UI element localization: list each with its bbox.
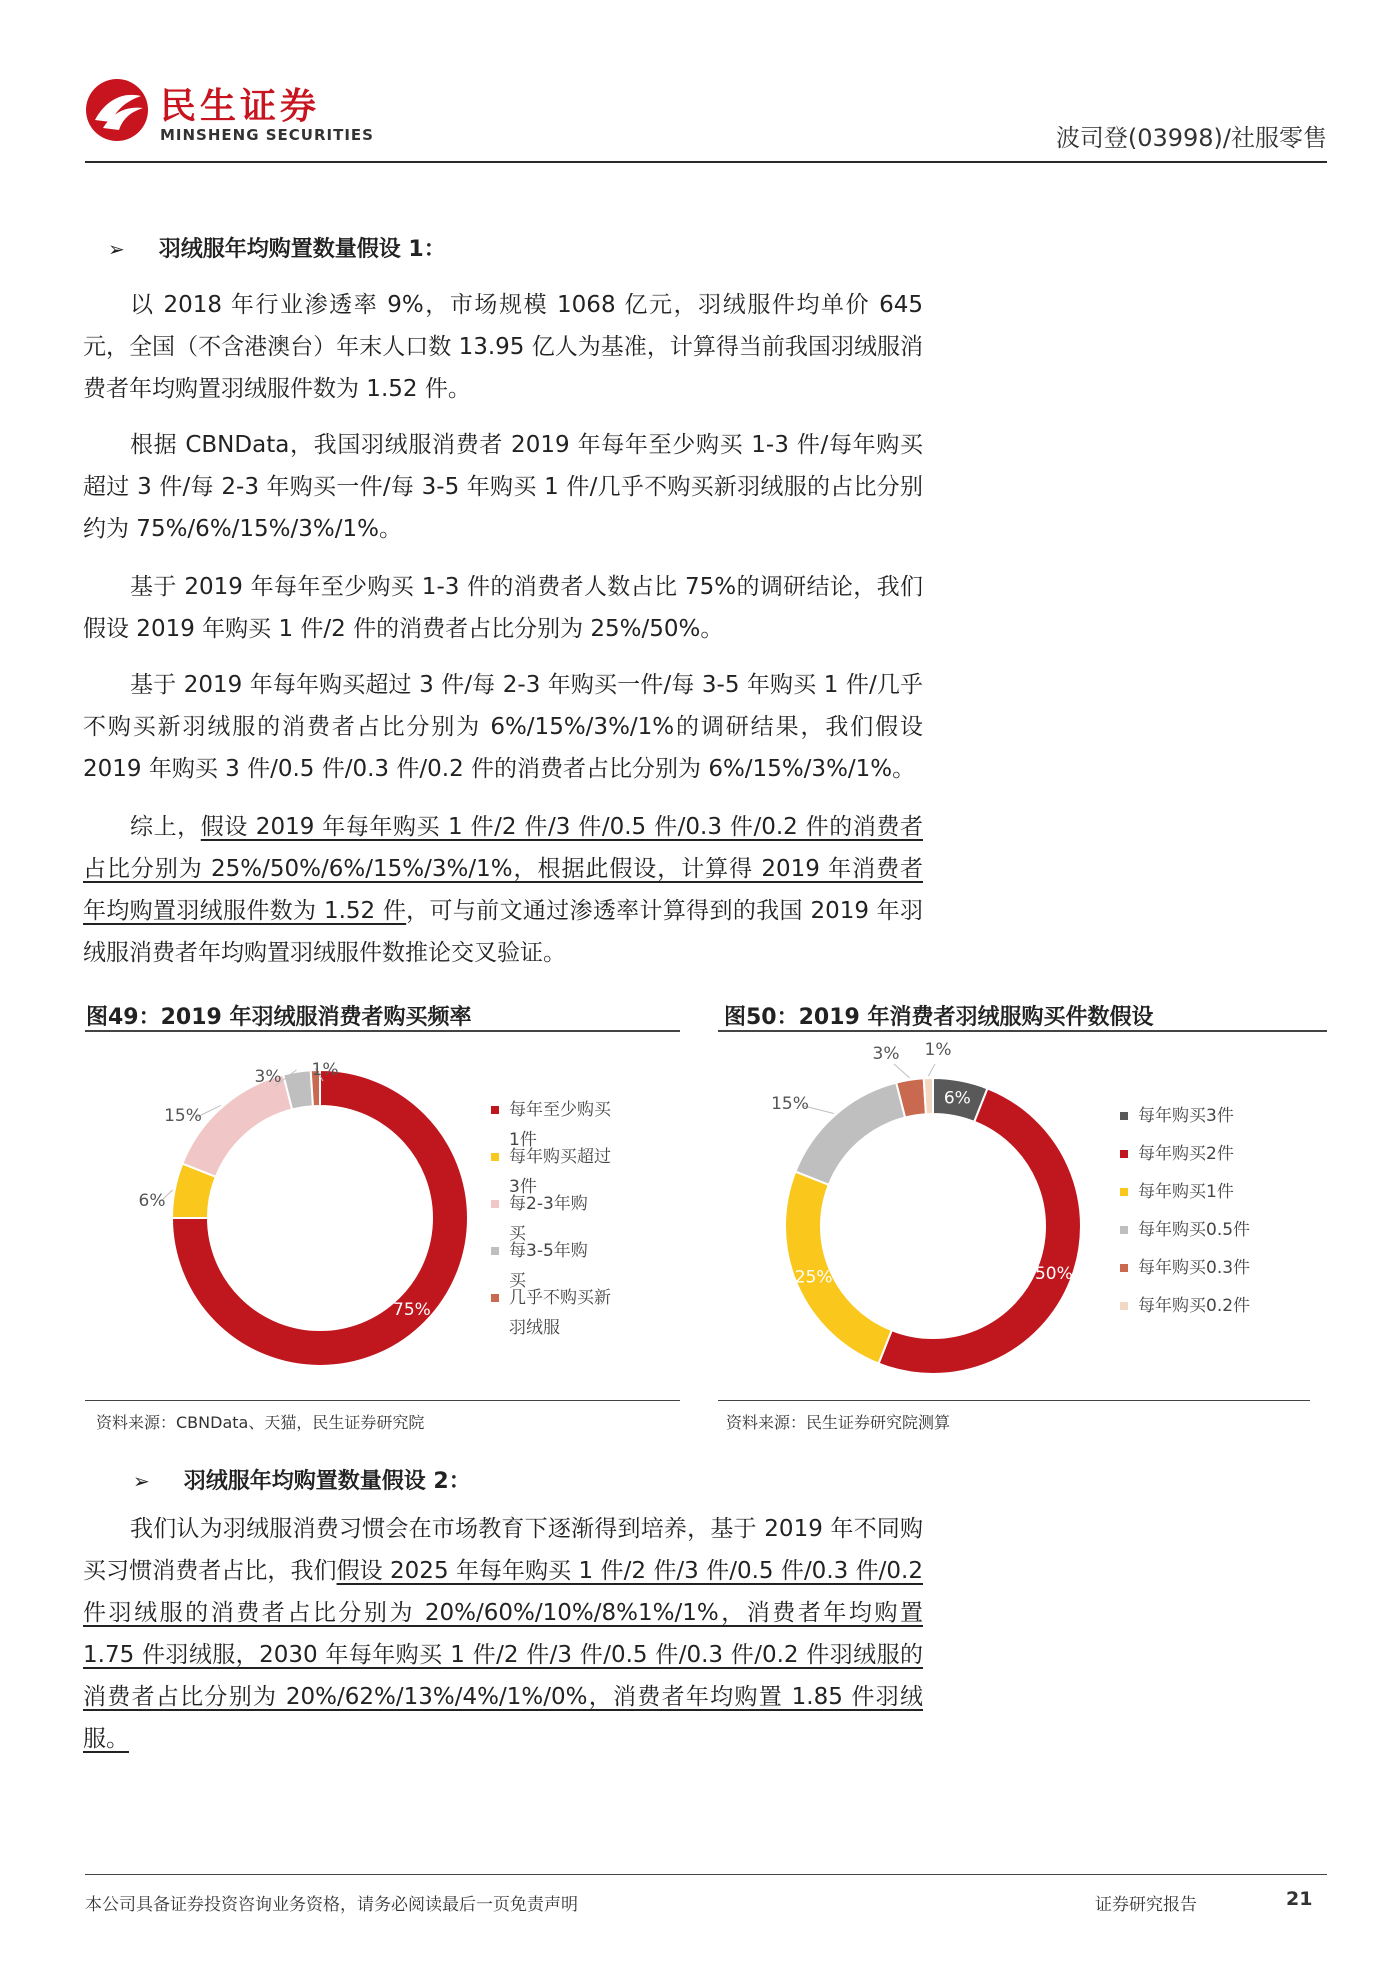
section-title-2: 羽绒服年均购置数量假设 2： xyxy=(183,1469,471,1494)
figure-50-top-rule xyxy=(718,1030,1327,1032)
legend-swatch xyxy=(491,1153,499,1161)
data-label: 50% xyxy=(1034,1263,1073,1284)
figure-49-title: 图49：2019 年羽绒服消费者购买频率 xyxy=(86,1005,472,1030)
legend-label: 每年至少购买 xyxy=(509,1100,611,1120)
data-label: 3% xyxy=(872,1044,900,1064)
legend-swatch xyxy=(1120,1150,1128,1158)
legend-swatch xyxy=(491,1106,499,1114)
paragraph-6-underlined: 假设 2025 年每年购买 1 件/2 件/3 件/0.5 件/0.3 件/0.2 件羽绒服的消费者占比分别为 20%/60%/10%/8%1%/1%，消费者年均购置 1.75 件羽绒服，2030 年每年购买 1 件/2 件/3 件/0.5 件/0.3 件/0.2 件羽绒服的消费者占比分别为 20%/62%/13%/4%/1%/0%，消费者年均购置 1.85 件羽绒服。 xyxy=(83,1558,924,1752)
section-heading-2 xyxy=(133,1464,471,1495)
data-label: 6% xyxy=(943,1088,971,1109)
bullet-arrow-icon: ➢ xyxy=(133,1469,150,1493)
legend-swatch xyxy=(1120,1188,1128,1196)
data-label: 75% xyxy=(393,1299,431,1320)
legend-label: 每年购买2件 xyxy=(1138,1144,1234,1164)
section-title-1: 羽绒服年均购置数量假设 1： xyxy=(158,237,446,262)
paragraph-4: 基于 2019 年每年购买超过 3 件/每 2-3 年购买一件/每 3-5 年购买 1 件/几乎不购买新羽绒服的消费者占比分别为 6%/15%/3%/1%的调研结果，我们假设 2019 年购买 3 件/0.5 件/0.3 件/0.2 件的消费者占比分别为 6%/15%/3%/1%。 xyxy=(83,672,923,782)
donut-slice xyxy=(924,1078,933,1114)
page-number: 21 xyxy=(1286,1888,1313,1910)
paragraph-2: 根据 CBNData，我国羽绒服消费者 2019 年每年至少购买 1-3 件/每年购买超过 3 件/每 2-3 年购买一件/每 3-5 年购买 1 件/几乎不购买新羽绒服的占比分别约为 75%/6%/15%/3%/1%。 xyxy=(83,432,923,542)
figure-49-chart xyxy=(85,1036,685,1400)
legend-label: 3件 xyxy=(509,1177,537,1197)
data-label: 15% xyxy=(164,1106,202,1126)
legend-swatch xyxy=(1120,1112,1128,1120)
figure-50-chart xyxy=(718,1036,1330,1400)
paragraph-3: 基于 2019 年每年至少购买 1-3 件的消费者人数占比 75%的调研结论，我们假设 2019 年购买 1 件/2 件的消费者占比分别为 25%/50%。 xyxy=(83,574,923,642)
legend-label: 每2-3年购 xyxy=(509,1194,588,1214)
legend-label: 羽绒服 xyxy=(509,1318,560,1338)
header-divider xyxy=(85,161,1327,163)
figure-50-bottom-rule xyxy=(718,1400,1310,1401)
paragraph-5-tail: ，可与前文通过渗透率计算得到的我国 2019 年羽绒服消费者年均购置羽绒服件数推论交叉验证。 xyxy=(83,898,923,966)
legend-swatch xyxy=(491,1247,499,1255)
footer-divider xyxy=(85,1874,1327,1875)
report-tag: 波司登(03998)/社服零售 xyxy=(1055,124,1327,152)
legend-label: 买 xyxy=(509,1224,526,1244)
legend-label: 每年购买超过 xyxy=(509,1147,611,1167)
legend-swatch xyxy=(1120,1226,1128,1234)
data-label: 15% xyxy=(771,1094,809,1114)
legend-label: 每年购买0.3件 xyxy=(1138,1258,1251,1278)
legend-label: 1件 xyxy=(509,1130,537,1150)
donut-slice xyxy=(879,1088,1081,1374)
footer-disclaimer: 本公司具备证券投资咨询业务资格，请务必阅读最后一页免责声明 xyxy=(85,1895,578,1915)
paragraph-5-lead: 综上， xyxy=(130,814,201,840)
donut-slice xyxy=(795,1083,905,1185)
figure-50-source: 资料来源：民生证券研究院测算 xyxy=(726,1413,951,1432)
data-label: 25% xyxy=(794,1267,833,1288)
figure-49-source: 资料来源：CBNData、天猫，民生证券研究院 xyxy=(96,1413,425,1432)
footer-report-type: 证券研究报告 xyxy=(1095,1895,1197,1915)
data-label: 1% xyxy=(924,1040,952,1060)
data-label: 1% xyxy=(311,1060,339,1080)
section-heading-1 xyxy=(108,232,446,263)
legend-swatch xyxy=(491,1294,499,1302)
legend-label: 买 xyxy=(509,1271,526,1291)
company-logo-icon xyxy=(85,78,149,142)
legend-label: 每年购买0.2件 xyxy=(1138,1296,1251,1316)
legend-swatch xyxy=(1120,1302,1128,1310)
legend-swatch xyxy=(1120,1264,1128,1272)
paragraph-5 xyxy=(83,806,923,974)
paragraph-1: 以 2018 年行业渗透率 9%，市场规模 1068 亿元，羽绒服件均单价 645 元，全国（不含港澳台）年末人口数 13.95 亿人为基准，计算得当前我国羽绒服消费者年均购置羽绒服件数为 1.52 件。 xyxy=(83,292,923,402)
leader-line xyxy=(894,1064,910,1078)
legend-label: 每年购买3件 xyxy=(1138,1106,1234,1126)
figure-50-title: 图50：2019 年消费者羽绒服购买件数假设 xyxy=(724,1005,1154,1030)
legend-label: 每年购买1件 xyxy=(1138,1182,1234,1202)
legend-label: 每3-5年购 xyxy=(509,1241,588,1261)
data-label: 6% xyxy=(138,1191,166,1211)
logo-text-en: MINSHENG SECURITIES xyxy=(160,126,374,144)
figure-49-bottom-rule xyxy=(85,1400,680,1401)
legend-label: 每年购买0.5件 xyxy=(1138,1220,1251,1240)
leader-line xyxy=(928,1064,935,1076)
paragraph-6-lead: 我们认为羽绒服消费习惯会在市场教育下逐渐得到培养，基于 2019 年不同购买习惯消费者占比，我们 xyxy=(83,1516,923,1584)
logo-text-cn: 民生证券 xyxy=(160,86,321,127)
legend-swatch xyxy=(491,1200,499,1208)
legend-label: 几乎不购买新 xyxy=(509,1288,611,1308)
bullet-arrow-icon: ➢ xyxy=(108,237,125,261)
paragraph-6 xyxy=(83,1508,923,1760)
paragraph-5-underlined: 假设 2019 年每年购买 1 件/2 件/3 件/0.5 件/0.3 件/0.2 件的消费者占比分别为 25%/50%/6%/15%/3%/1%，根据此假设，计算得 2019 年消费者年均购置羽绒服件数为 1.52 件 xyxy=(83,814,923,924)
figure-49-top-rule xyxy=(85,1030,680,1032)
data-label: 3% xyxy=(254,1067,282,1087)
